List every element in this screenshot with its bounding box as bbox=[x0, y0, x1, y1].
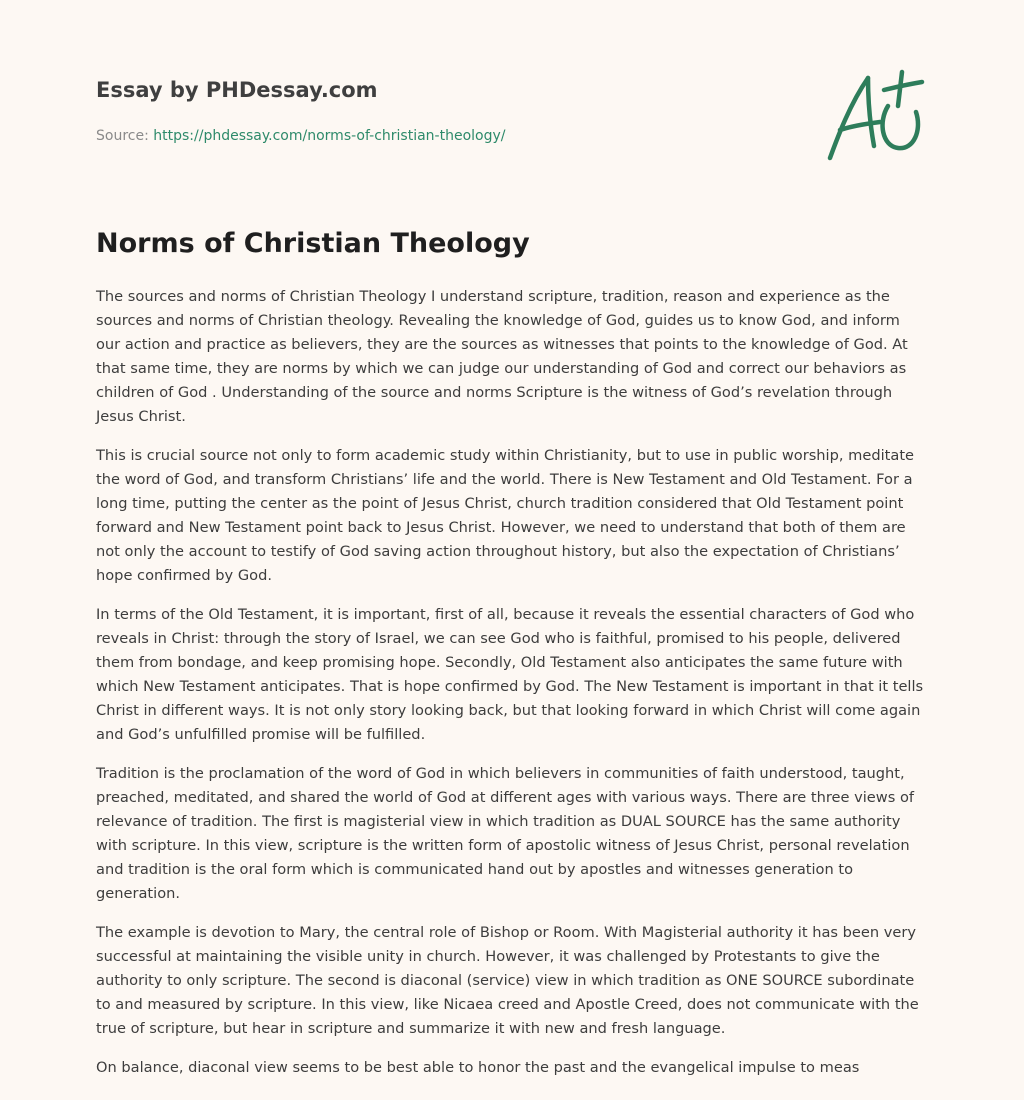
paragraph: Tradition is the proclamation of the word of God in which believers in communities of faith understood, taught, preached, meditated, and shared the world of God at different ages with various ways. There are three views of relevance of tradition. The first is magisterial view in which tradition as DUAL SOURCE has the same authority with scripture. In this view, scripture is the written form of apostolic witness of Jesus Christ, personal revelation and tradition is the oral form which is communicated hand out by apostles and witnesses generation to generation. bbox=[96, 765, 915, 902]
page-header bbox=[96, 76, 796, 146]
source-link[interactable]: https://phdessay.com/norms-of-christian-theology/ bbox=[153, 128, 506, 144]
source-line bbox=[96, 126, 796, 146]
paragraph: This is crucial source not only to form academic study within Christianity, but to use in public worship, meditate the word of God, and transform Christians’ life and the world. There is New Testament and Old Testament. For a long time, putting the center as the point of Jesus Christ, church tradition considered that Old Testament point forward and New Testament point back to Jesus Christ. However, we need to understand that both of them are not only the account to testify of God saving action throughout history, but also the expectation of Christians’ hope confirmed by God. bbox=[96, 447, 915, 584]
essay-body bbox=[96, 285, 926, 1095]
paragraph: The sources and norms of Christian Theology I understand scripture, tradition, reason and experience as the sources and norms of Christian theology. Revealing the knowledge of God, guides us to know God, and inform our action and practice as believers, they are the sources as witnesses that points to the knowledge of God. At that same time, they are norms by which we can judge our understanding of God and correct our behaviors as children of God . Understanding of the source and norms Scripture is the witness of God’s revelation through Jesus Christ. bbox=[96, 288, 908, 425]
site-title: Essay by PHDessay.com bbox=[96, 78, 378, 102]
document-title: Norms of Christian Theology bbox=[96, 228, 530, 259]
a-plus-logo-icon bbox=[818, 66, 930, 166]
paragraph: In terms of the Old Testament, it is important, first of all, because it reveals the essential characters of God who reveals in Christ: through the story of Israel, we can see God who is faithful, promised to his people, delivered them from bondage, and keep promising hope. Secondly, Old Testament also anticipates the same future with which New Testament anticipates. That is hope confirmed by God. The New Testament is important in that it tells Christ in different ways. It is not only story looking back, but that looking forward in which Christ will come again and God’s unfulfilled promise will be fulfilled. bbox=[96, 606, 924, 743]
paragraph: The example is devotion to Mary, the central role of Bishop or Room. With Magisterial authority it has been very successful at maintaining the visible unity in church. However, it was challenged by Protestants to give the authority to only scripture. The second is diaconal (service) view in which tradition as ONE SOURCE subordinate to and measured by scripture. In this view, like Nicaea creed and Apostle Creed, does not communicate with the true of scripture, but hear in scripture and summarize it with new and fresh language. bbox=[96, 924, 919, 1037]
paragraph: On balance, diaconal view seems to be best able to honor the past and the evangelical impulse to meas bbox=[96, 1059, 860, 1076]
source-label: Source: bbox=[96, 128, 154, 144]
